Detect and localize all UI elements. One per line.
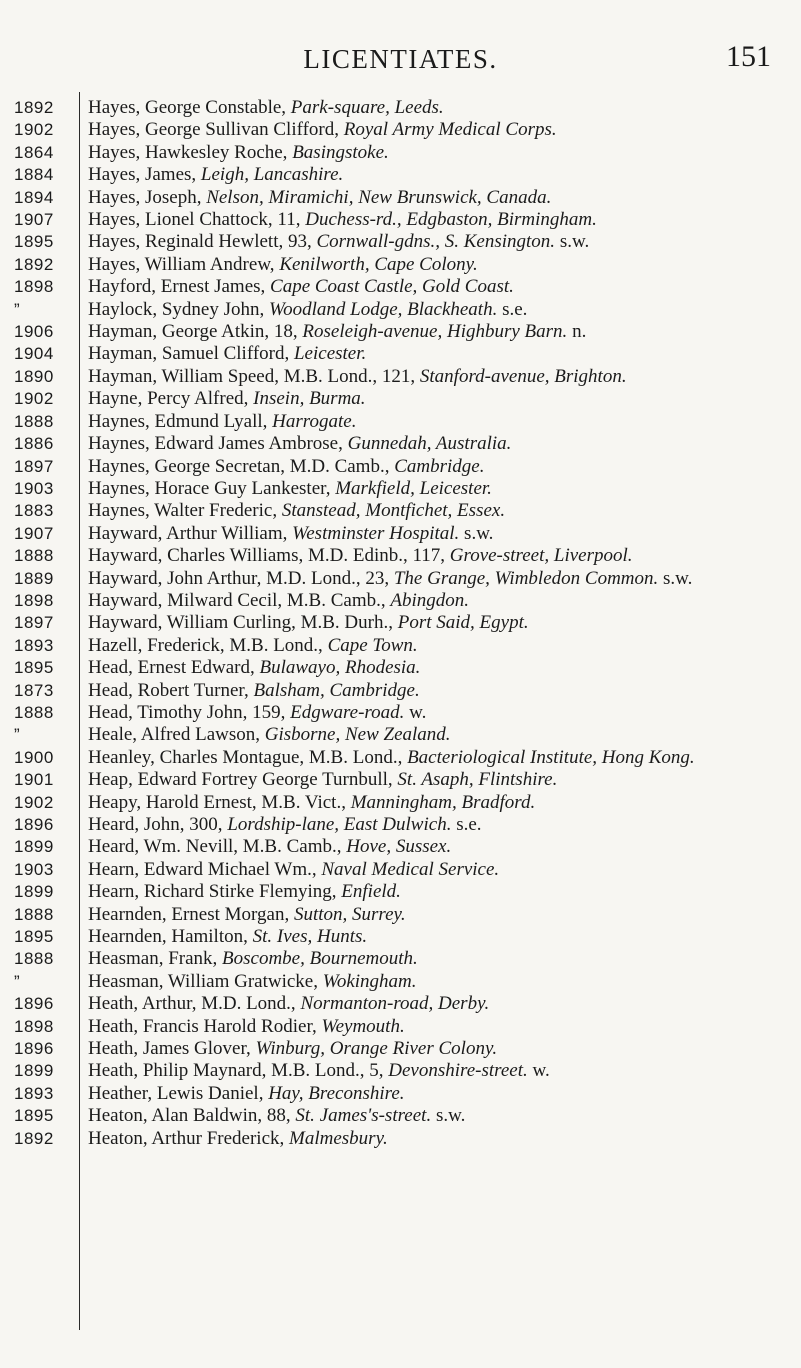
entry-address: St. Asaph, Flintshire. (397, 769, 558, 791)
entry-text (88, 1128, 801, 1150)
list-item (0, 859, 801, 881)
list-item (0, 724, 801, 746)
entry-address: Cambridge. (394, 455, 485, 477)
entry-text (88, 164, 801, 186)
entry-address: Stanstead, Montfichet, Essex. (281, 500, 506, 522)
list-item (0, 568, 801, 590)
entry-address: Winburg, Orange River Colony. (255, 1038, 498, 1060)
entry-name: Hayes, William Andrew, (88, 253, 280, 275)
entry-address: Leigh, Lancashire. (200, 164, 344, 186)
list-item (0, 792, 801, 814)
list-item (0, 814, 801, 836)
entry-name: Hayne, Percy Alfred, (88, 388, 254, 410)
list-item (0, 456, 801, 478)
entry-year: 1898 (14, 277, 54, 297)
entry-text (88, 254, 801, 276)
entry-address: Park-square, Leeds. (290, 97, 444, 118)
list-item (0, 1060, 801, 1082)
list-item (0, 231, 801, 253)
entry-year: ” (14, 971, 21, 991)
entry-year: 1892 (14, 98, 54, 117)
entry-text (88, 612, 801, 634)
entry-text (88, 657, 801, 679)
entry-name: Hearn, Richard Stirke Flemying, (88, 881, 342, 903)
entry-address: Normanton-road, Derby. (300, 993, 490, 1015)
entry-text (88, 859, 801, 881)
entry-name: Heapy, Harold Ernest, M.B. Vict., (88, 791, 351, 813)
entry-text (88, 456, 801, 478)
list-item (0, 187, 801, 209)
entry-text (88, 366, 801, 388)
list-item (0, 366, 801, 388)
entry-name: Heasman, William Gratwicke, (88, 970, 323, 992)
entry-year: 1896 (14, 815, 54, 834)
entry-text (88, 993, 801, 1015)
entry-name: Heale, Alfred Lawson, (88, 724, 265, 746)
list-item (0, 299, 801, 321)
entry-postal-district: w. (527, 1060, 550, 1082)
entry-text (88, 948, 801, 970)
entry-address: Port Said, Egypt. (397, 612, 529, 634)
entry-text (88, 971, 801, 993)
entry-address: Duchess-rd., Edgbaston, Birmingham. (305, 209, 597, 231)
entry-year: 1895 (14, 1106, 54, 1126)
entry-text (88, 523, 801, 545)
entry-year: 1907 (14, 523, 54, 543)
entry-name: Heath, Arthur, M.D. Lond., (88, 993, 301, 1015)
entry-text (88, 343, 801, 365)
entry-text (88, 97, 801, 119)
entry-text (88, 635, 801, 657)
entry-year: 1884 (14, 165, 54, 185)
entry-text (88, 209, 801, 231)
entry-name: Hayes, Reginald Hewlett, 93, (88, 231, 317, 253)
entry-name: Hayes, George Constable, (88, 97, 291, 118)
page-header (0, 40, 801, 84)
entry-postal-district: s.w. (431, 1105, 466, 1127)
entry-address: Westminster Hospital. (292, 522, 460, 544)
entry-name: Hayward, Arthur William, (88, 522, 293, 544)
entry-text (88, 299, 801, 321)
entry-text (88, 321, 801, 343)
entry-year: 1902 (14, 792, 54, 812)
entry-year: 1896 (14, 1039, 54, 1059)
list-item (0, 1083, 801, 1105)
entry-address: Markfield, Leicester. (335, 477, 492, 499)
entry-address: Cornwall-gdns., S. Kensington. (316, 231, 556, 253)
entry-address: Harrogate. (272, 410, 357, 432)
entry-address: Hay, Breconshire. (268, 1082, 405, 1104)
entry-name: Haynes, Walter Frederic, (88, 500, 282, 522)
entry-text (88, 836, 801, 858)
entry-year: 1899 (14, 882, 54, 902)
entry-text (88, 478, 801, 500)
entry-year: 1903 (14, 478, 54, 498)
entry-postal-district: n. (567, 321, 587, 343)
entry-name: Hayward, William Curling, M.B. Durh., (88, 612, 398, 634)
entry-address: Royal Army Medical Corps. (343, 119, 557, 141)
entry-year: 1873 (14, 680, 54, 700)
entry-name: Heasman, Frank, (88, 948, 223, 970)
entry-year: 1883 (14, 501, 54, 521)
entry-address: Stanford-avenue, Brighton. (419, 365, 627, 387)
entry-year: 1898 (14, 590, 54, 610)
entry-text (88, 500, 801, 522)
entry-year: ” (14, 299, 21, 319)
entry-name: Hayes, Joseph, (88, 186, 207, 208)
entry-name: Haylock, Sydney John, (88, 298, 270, 320)
entry-year: 1897 (14, 613, 54, 633)
entry-year: 1907 (14, 210, 54, 230)
list-item (0, 433, 801, 455)
entry-year: 1895 (14, 232, 54, 252)
entry-postal-district: s.e. (451, 814, 482, 835)
entry-year: 1901 (14, 770, 54, 790)
entry-text (88, 590, 801, 612)
entry-text (88, 568, 801, 590)
entry-address: Kenilworth, Cape Colony. (279, 253, 478, 275)
entry-text (88, 747, 801, 769)
entry-text (88, 1083, 801, 1105)
entry-address: Manningham, Bradford. (350, 791, 536, 813)
entry-postal-district: s.w. (555, 231, 590, 253)
entry-year: 1906 (14, 322, 54, 342)
entry-year: 1900 (14, 747, 54, 767)
entry-name: Hayford, Ernest James, (88, 276, 271, 298)
entry-name: Hayes, Lionel Chattock, 11, (88, 209, 306, 231)
entry-name: Hayman, George Atkin, 18, (88, 321, 303, 343)
list-item (0, 836, 801, 858)
entry-text (88, 411, 801, 433)
list-item (0, 1038, 801, 1060)
list-item (0, 254, 801, 276)
list-item (0, 1128, 801, 1150)
entry-address: St. Ives, Hunts. (252, 926, 368, 948)
list-item (0, 590, 801, 612)
entry-address: Cape Coast Castle, Gold Coast. (270, 276, 514, 298)
entry-text (88, 119, 801, 141)
entry-address: Malmesbury. (289, 1127, 388, 1149)
list-item (0, 1105, 801, 1127)
entry-year: 1902 (14, 389, 54, 409)
entry-address: Weymouth. (321, 1015, 405, 1037)
list-item (0, 164, 801, 186)
entry-name: Hearnden, Hamilton, (88, 926, 253, 948)
list-item (0, 971, 801, 993)
entry-text (88, 276, 801, 298)
entry-address: Basingstoke. (292, 141, 389, 163)
entry-year: 1896 (14, 994, 54, 1014)
entry-name: Head, Ernest Edward, (88, 657, 260, 679)
entry-address: Bacteriological Institute, Hong Kong. (407, 746, 695, 768)
entry-year: 1895 (14, 927, 54, 947)
entry-year: ” (14, 725, 21, 745)
entry-address: Roseleigh-avenue, Highbury Barn. (302, 321, 568, 343)
entry-year: 1888 (14, 546, 54, 566)
entry-year: 1886 (14, 434, 54, 454)
entry-name: Head, Robert Turner, (88, 679, 254, 701)
entry-name: Heath, James Glover, (88, 1038, 256, 1060)
entry-name: Haynes, Edmund Lyall, (88, 410, 273, 432)
entry-address: Gunnedah, Australia. (347, 433, 512, 455)
page-number: 151 (726, 40, 771, 73)
entry-address: Sutton, Surrey. (293, 903, 406, 925)
entry-name: Heaton, Arthur Frederick, (88, 1127, 290, 1149)
entry-name: Hayes, George Sullivan Clifford, (88, 119, 344, 141)
entry-text (88, 792, 801, 814)
list-item (0, 635, 801, 657)
entry-name: Haynes, Horace Guy Lankester, (88, 477, 336, 499)
entry-name: Hearn, Edward Michael Wm., (88, 858, 322, 880)
entry-address: Woodland Lodge, Blackheath. (269, 298, 498, 320)
entry-year: 1890 (14, 366, 54, 386)
list-item (0, 209, 801, 231)
entry-address: The Grange, Wimbledon Common. (393, 567, 659, 589)
list-item (0, 657, 801, 679)
entry-year: 1893 (14, 1083, 54, 1103)
list-item (0, 523, 801, 545)
entry-year: 1888 (14, 949, 54, 969)
entry-name: Hayward, John Arthur, M.D. Lond., 23, (88, 567, 394, 589)
entry-name: Heanley, Charles Montague, M.B. Lond., (88, 746, 408, 768)
entry-address: Gisborne, New Zealand. (264, 724, 451, 746)
list-item (0, 119, 801, 141)
list-item (0, 993, 801, 1015)
entry-year: 1904 (14, 344, 54, 364)
entry-address: Leicester. (293, 343, 367, 365)
entry-address: Boscombe, Bournemouth. (222, 948, 418, 970)
entry-address: Grove-street, Liverpool. (449, 545, 633, 567)
entry-text (88, 680, 801, 702)
entry-address: Wokingham. (322, 970, 417, 992)
entry-address: Balsham, Cambridge. (253, 679, 420, 701)
entry-address: Nelson, Miramichi, New Brunswick, Canada. (206, 186, 552, 208)
entry-name: Heather, Lewis Daniel, (88, 1082, 269, 1104)
entry-name: Hazell, Frederick, M.B. Lond., (88, 634, 328, 656)
list-item (0, 545, 801, 567)
entry-name: Hayman, William Speed, M.B. Lond., 121, (88, 365, 420, 387)
entry-name: Heaton, Alan Baldwin, 88, (88, 1105, 296, 1127)
entry-name: Hayes, Hawkesley Roche, (88, 141, 293, 163)
entry-address: Bulawayo, Rhodesia. (259, 657, 421, 679)
entry-text (88, 904, 801, 926)
entry-name: Haynes, Edward James Ambrose, (88, 433, 348, 455)
entry-year: 1888 (14, 904, 54, 924)
list-item (0, 881, 801, 903)
entry-text (88, 1016, 801, 1038)
entry-name: Hayman, Samuel Clifford, (88, 343, 294, 365)
entry-name: Heath, Francis Harold Rodier, (88, 1015, 322, 1037)
entry-text (88, 545, 801, 567)
entry-address: St. James's-street. (295, 1105, 432, 1127)
entry-name: Haynes, George Secretan, M.D. Camb., (88, 455, 395, 477)
entry-year: 1892 (14, 254, 54, 274)
entry-text (88, 926, 801, 948)
entry-text (88, 769, 801, 791)
entry-address: Devonshire-street. (388, 1060, 528, 1082)
list-item (0, 388, 801, 410)
entry-year: 1892 (14, 1128, 54, 1148)
entry-year: 1888 (14, 702, 54, 722)
entry-address: Enfield. (341, 881, 401, 903)
entry-address: Edgware-road. (290, 701, 405, 723)
entry-name: Heap, Edward Fortrey George Turnbull, (88, 769, 398, 791)
list-item (0, 97, 801, 119)
entry-text (88, 724, 801, 746)
entry-text (88, 1105, 801, 1127)
entry-postal-district: s.w. (459, 522, 494, 544)
page-title: LICENTIATES. (303, 44, 498, 74)
list-item (0, 1016, 801, 1038)
entry-year: 1897 (14, 456, 54, 476)
list-item (0, 343, 801, 365)
list-item (0, 276, 801, 298)
entry-text (88, 388, 801, 410)
entry-postal-district: s.w. (658, 567, 693, 589)
entry-name: Hearnden, Ernest Morgan, (88, 903, 294, 925)
list-item (0, 769, 801, 791)
entry-name: Heath, Philip Maynard, M.B. Lond., 5, (88, 1060, 389, 1082)
list-item (0, 411, 801, 433)
list-item (0, 142, 801, 164)
entry-year: 1894 (14, 187, 54, 207)
entry-year: 1899 (14, 1061, 54, 1081)
entry-year: 1899 (14, 837, 54, 857)
entry-year: 1888 (14, 411, 54, 431)
list-item (0, 926, 801, 948)
entry-text (88, 187, 801, 209)
entry-name: Hayes, James, (88, 164, 201, 186)
entry-text (88, 702, 801, 724)
entry-name: Heard, Wm. Nevill, M.B. Camb., (88, 836, 347, 858)
entry-address: Naval Medical Service. (321, 858, 500, 880)
entry-year: 1864 (14, 142, 54, 162)
entry-name: Hayward, Charles Williams, M.D. Edinb., 117, (88, 545, 450, 567)
entry-year: 1898 (14, 1016, 54, 1036)
entry-postal-district: w. (404, 701, 427, 723)
list-item (0, 500, 801, 522)
list-item (0, 612, 801, 634)
entry-address: Insein, Burma. (253, 388, 366, 410)
list-item (0, 478, 801, 500)
list-item (0, 747, 801, 769)
list-item (0, 948, 801, 970)
entry-text (88, 1060, 801, 1082)
entry-text (88, 881, 801, 903)
entry-year: 1902 (14, 120, 54, 140)
licentiate-list (0, 97, 801, 1150)
entry-name: Heard, John, 300, (88, 814, 228, 835)
entry-address: Lordship-lane, East Dulwich. (227, 814, 452, 835)
entry-year: 1895 (14, 658, 54, 678)
list-item (0, 680, 801, 702)
entry-name: Hayward, Milward Cecil, M.B. Camb., (88, 589, 391, 611)
entry-address: Hove, Sussex. (346, 836, 452, 858)
entry-postal-district: s.e. (497, 298, 528, 320)
list-item (0, 702, 801, 724)
list-item (0, 904, 801, 926)
entry-year: 1903 (14, 859, 54, 879)
list-item (0, 321, 801, 343)
entry-address: Cape Town. (327, 634, 418, 656)
entry-year: 1889 (14, 568, 54, 588)
entry-text (88, 231, 801, 253)
entry-text (88, 433, 801, 455)
entry-text (88, 1038, 801, 1060)
entry-name: Head, Timothy John, 159, (88, 701, 291, 723)
entry-text (88, 814, 801, 836)
entry-text (88, 142, 801, 164)
entry-year: 1893 (14, 635, 54, 655)
entry-address: Abingdon. (390, 589, 470, 611)
